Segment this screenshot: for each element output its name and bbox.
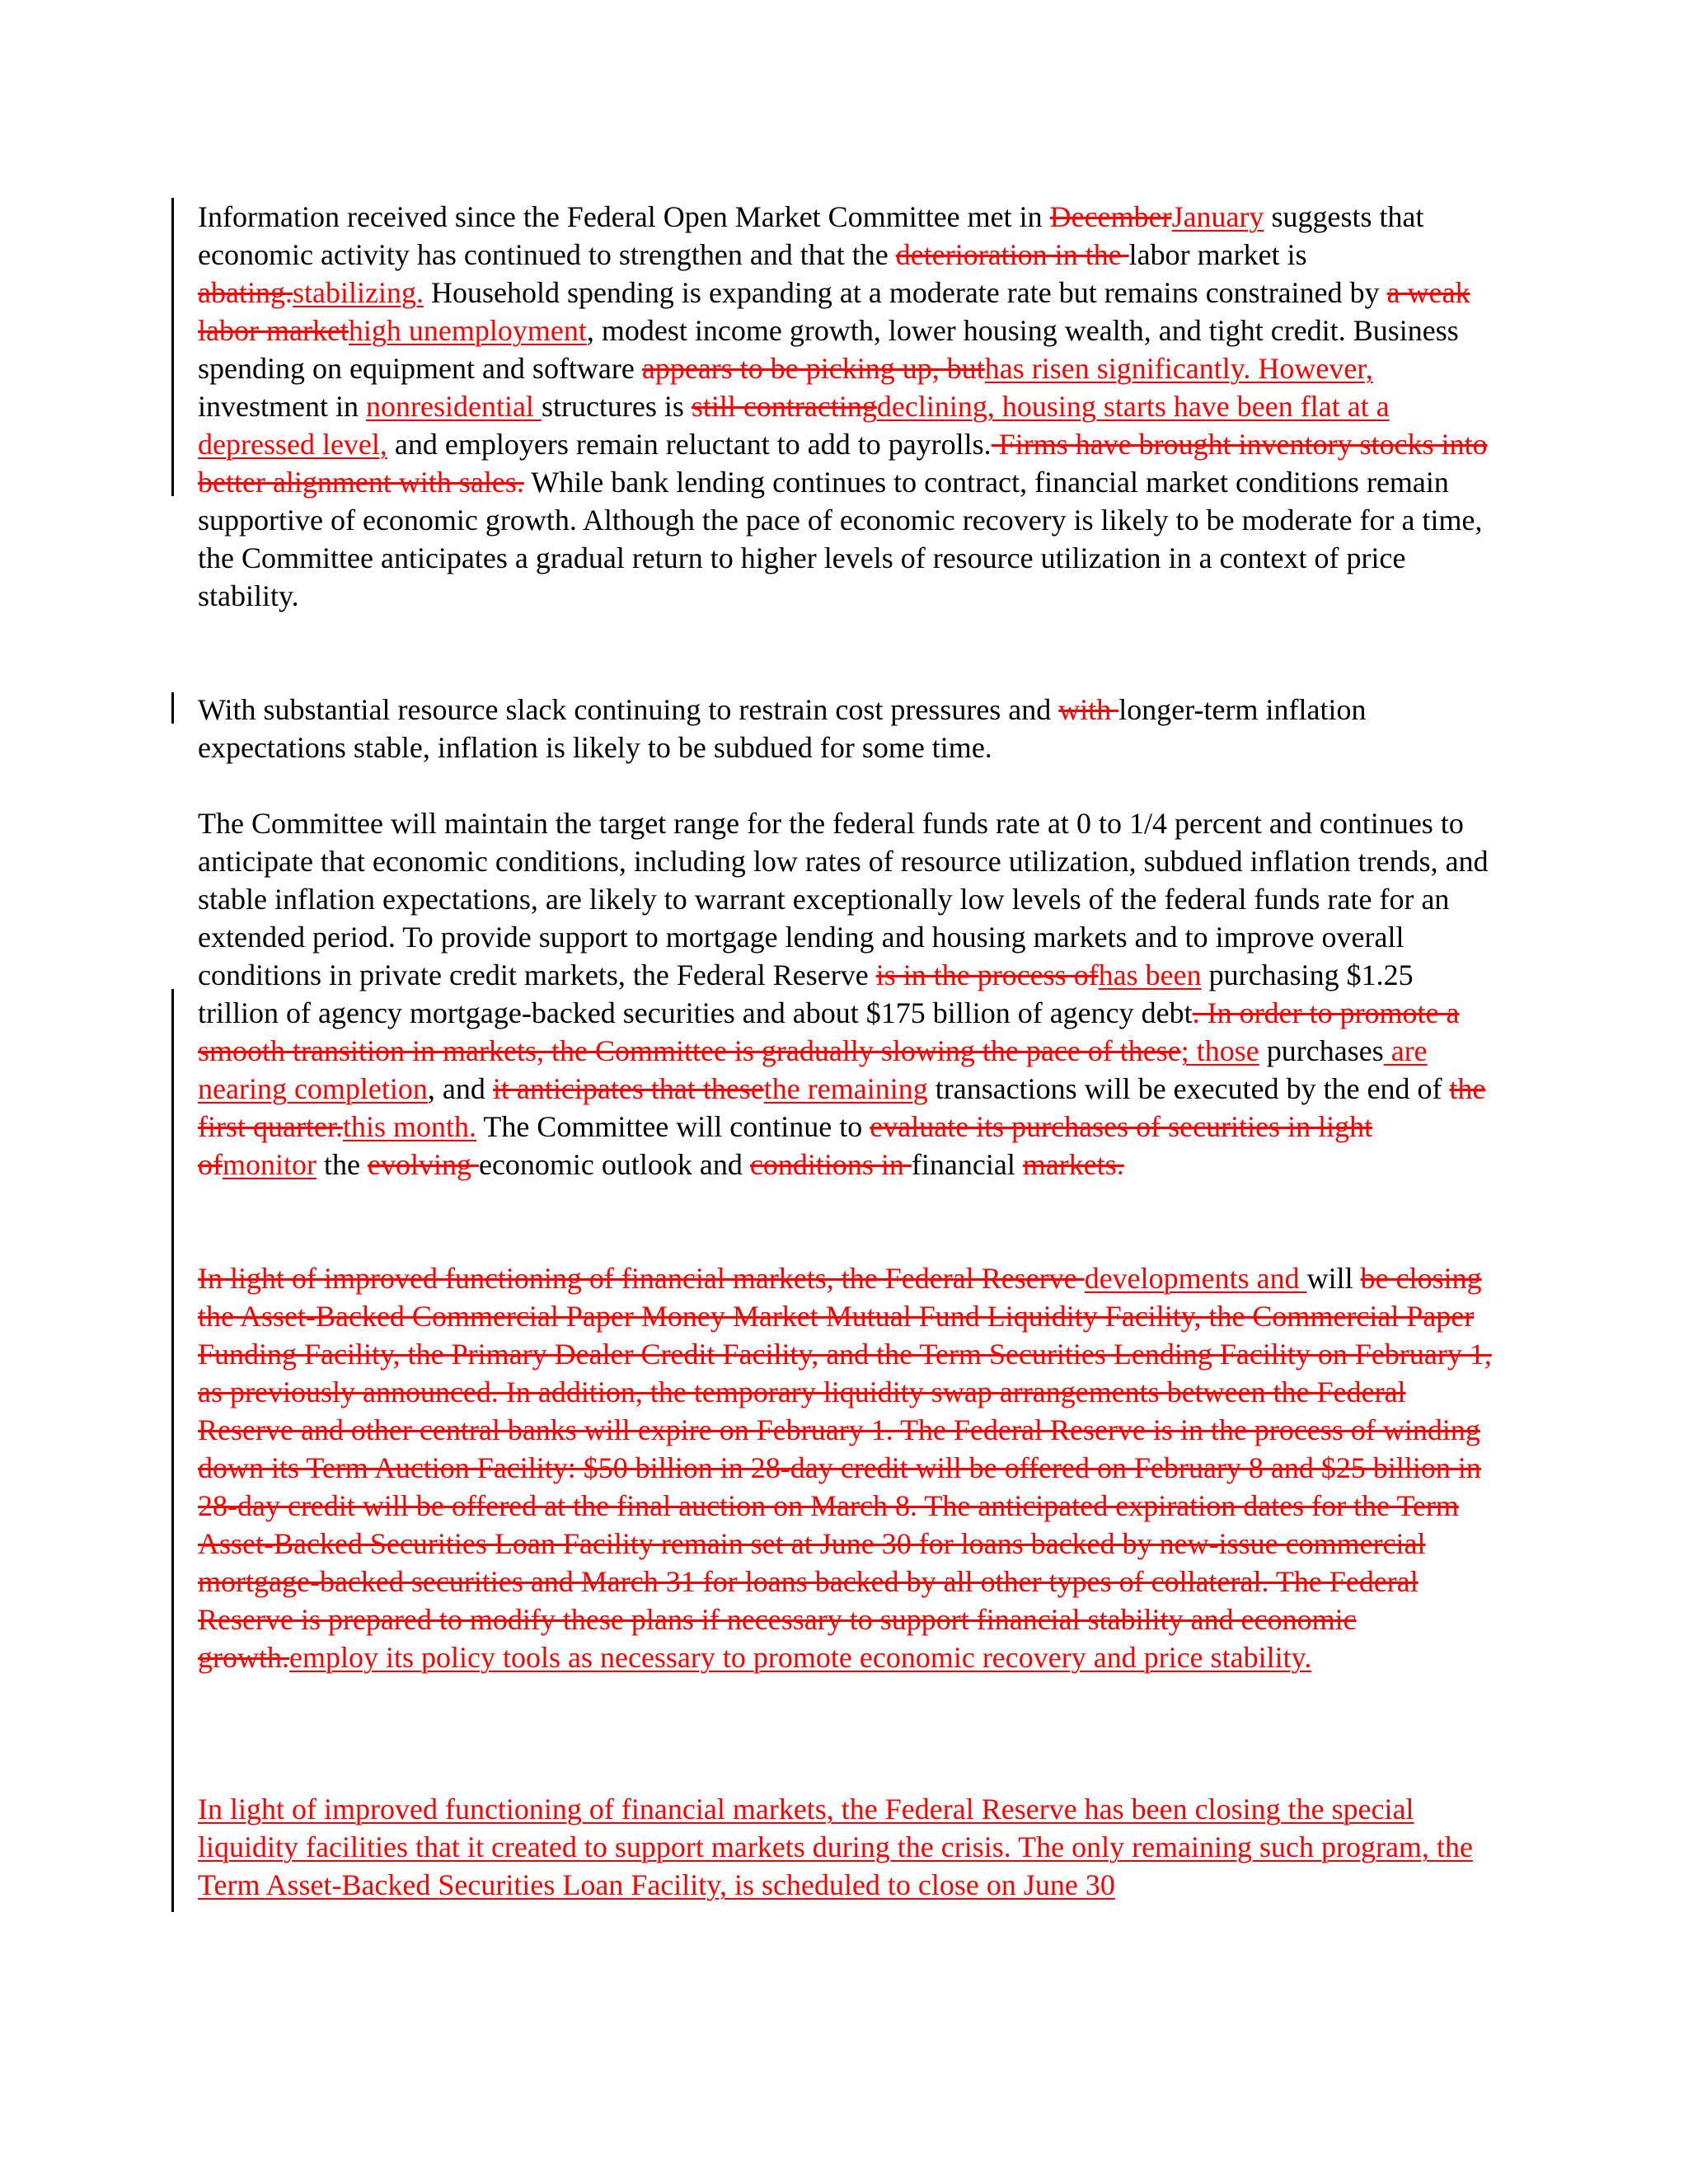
inserted-text: January [1171, 200, 1264, 233]
paragraph-3 [198, 804, 1492, 1183]
body-text: purchasing $1.25 trillion of agency mortgage-backed securities and about $175 billion of agency debt [198, 958, 1414, 1029]
paragraph-4 [198, 1259, 1492, 1676]
deleted-text: it anticipates that these [492, 1072, 764, 1105]
inserted-text: high unemployment [348, 314, 587, 347]
change-bar [171, 989, 174, 1912]
deleted-text: be closing the Asset-Backed Commercial Paper Money Market Mutual Fund Liquidity Facility, the Commercial Paper Funding Facility, the Primary Dealer Credit Facility, and the Term Securities Lending Facility on February 1, as previously announced. In addition, the temporary liquidity swap arrangements between the Federal Reserve and other central banks will expire on February 1. The Federal Reserve is in the process of winding down its Term Auction Facility: $50 billion in 28-day credit will be offered on February 8 and $25 billion in 28-day credit will be offered at the final auction on March 8. The anticipated expiration dates for the Term Asset-Backed Securities Loan Facility remain set at June 30 for loans backed by new-issue commercial mortgage-backed securities and March 31 for loans backed by all other types of collateral. The Federal Reserve is prepared to modify these plans if necessary to support financial stability and economic growth. [198, 1262, 1492, 1674]
inserted-text: nonresidential [365, 390, 542, 423]
inserted-text: are nearing completion [198, 1034, 1428, 1105]
inserted-text: stabilizing. [292, 276, 424, 309]
deleted-text: In light of improved functioning of financial markets, the Federal Reserve [198, 1262, 1085, 1295]
inserted-text: declining, housing starts have been flat at a depressed level, [198, 390, 1390, 461]
body-text: The Committee will maintain the target range for the federal funds rate at 0 to 1/4 percent and continues to anticipate that economic conditions, including low rates of resource utilization, subdued inflation trends, and stable inflation expectations, are likely to warrant exceptionally low levels of the federal funds rate for an extended period. To provide support to mortgage lending and housing markets and to improve overall conditions in private credit markets, the Federal Reserve [198, 807, 1489, 991]
body-text: The Committee will continue to [476, 1110, 870, 1143]
deleted-text: evolving [367, 1148, 479, 1181]
body-text: and employers remain reluctant to add to payrolls. [387, 428, 992, 461]
inserted-text: ; those [1180, 1034, 1259, 1067]
inserted-text: the remaining [763, 1072, 928, 1105]
body-text: purchases [1259, 1034, 1384, 1067]
body-text: , modest income growth, lower housing wealth, and tight credit. Business spending on equipment and software [198, 314, 1459, 385]
deleted-text: evaluate its purchases of securities in light of [198, 1110, 1373, 1181]
body-text: Information received since the Federal Open Market Committee met in [198, 200, 1050, 233]
paragraph-2 [198, 691, 1492, 766]
inserted-text: developments and [1084, 1262, 1307, 1295]
body-text: Household spending is expanding at a moderate rate but remains constrained by [423, 276, 1387, 309]
body-text: suggests that economic activity has continued to strengthen and that the [198, 200, 1424, 271]
deleted-text: a weak labor market [198, 276, 1470, 347]
deleted-text: appears to be picking up, but [641, 352, 985, 385]
body-text: labor market is [1128, 238, 1307, 271]
deleted-text: still contracting [691, 390, 877, 423]
deleted-text: is in the process of [875, 958, 1099, 991]
deleted-text: Firms have brought inventory stocks into better alignment with sales. [198, 428, 1488, 499]
body-text: economic outlook and [478, 1148, 750, 1181]
deleted-text: with [1058, 693, 1119, 726]
deleted-text: markets. [1022, 1148, 1124, 1181]
body-text: investment in [198, 390, 366, 423]
inserted-text: has risen significantly. However, [984, 352, 1373, 385]
inserted-text: monitor [223, 1148, 316, 1181]
change-bar [171, 198, 174, 496]
body-text: the [316, 1148, 368, 1181]
body-text: financial [911, 1148, 1023, 1181]
body-text: longer-term inflation expectations stable, inflation is likely to be subdued for some time. [198, 693, 1367, 764]
deleted-text: December [1049, 200, 1172, 233]
deleted-text: . In order to promote a smooth transition in markets, the Committee is gradually slowing the pace of these [198, 996, 1460, 1067]
inserted-text: In light of improved functioning of financial markets, the Federal Reserve has been closing the special liquidity facilities that it created to support markets during the crisis. The only remaining such program, the Term Asset-Backed Securities Loan Facility, is scheduled to close on June 30 [198, 1793, 1473, 1901]
change-bar [171, 692, 174, 724]
body-text: transactions will be executed by the end of [927, 1072, 1450, 1105]
body-text: While bank lending continues to contract, financial market conditions remain supportive of economic growth. Although the pace of economic recovery is likely to be moderate for a time, the Committee anticipates a gradual return to higher levels of resource utilization in a context of price stability. [198, 466, 1483, 612]
body-text: , and [427, 1072, 493, 1105]
inserted-text: this month. [342, 1110, 476, 1143]
deleted-text: deterioration in the [895, 238, 1129, 271]
inserted-text: has been [1098, 958, 1202, 991]
paragraph-1 [198, 198, 1492, 615]
body-text: will [1306, 1262, 1361, 1295]
body-text: structures is [541, 390, 692, 423]
deleted-text: the first quarter. [198, 1072, 1486, 1143]
inserted-text: employ its policy tools as necessary to promote economic recovery and price stability. [289, 1641, 1312, 1674]
paragraph-5 [198, 1790, 1492, 1904]
deleted-text: conditions in [749, 1148, 912, 1181]
deleted-text: abating. [198, 276, 293, 309]
body-text: With substantial resource slack continuing to restrain cost pressures and [198, 693, 1059, 726]
